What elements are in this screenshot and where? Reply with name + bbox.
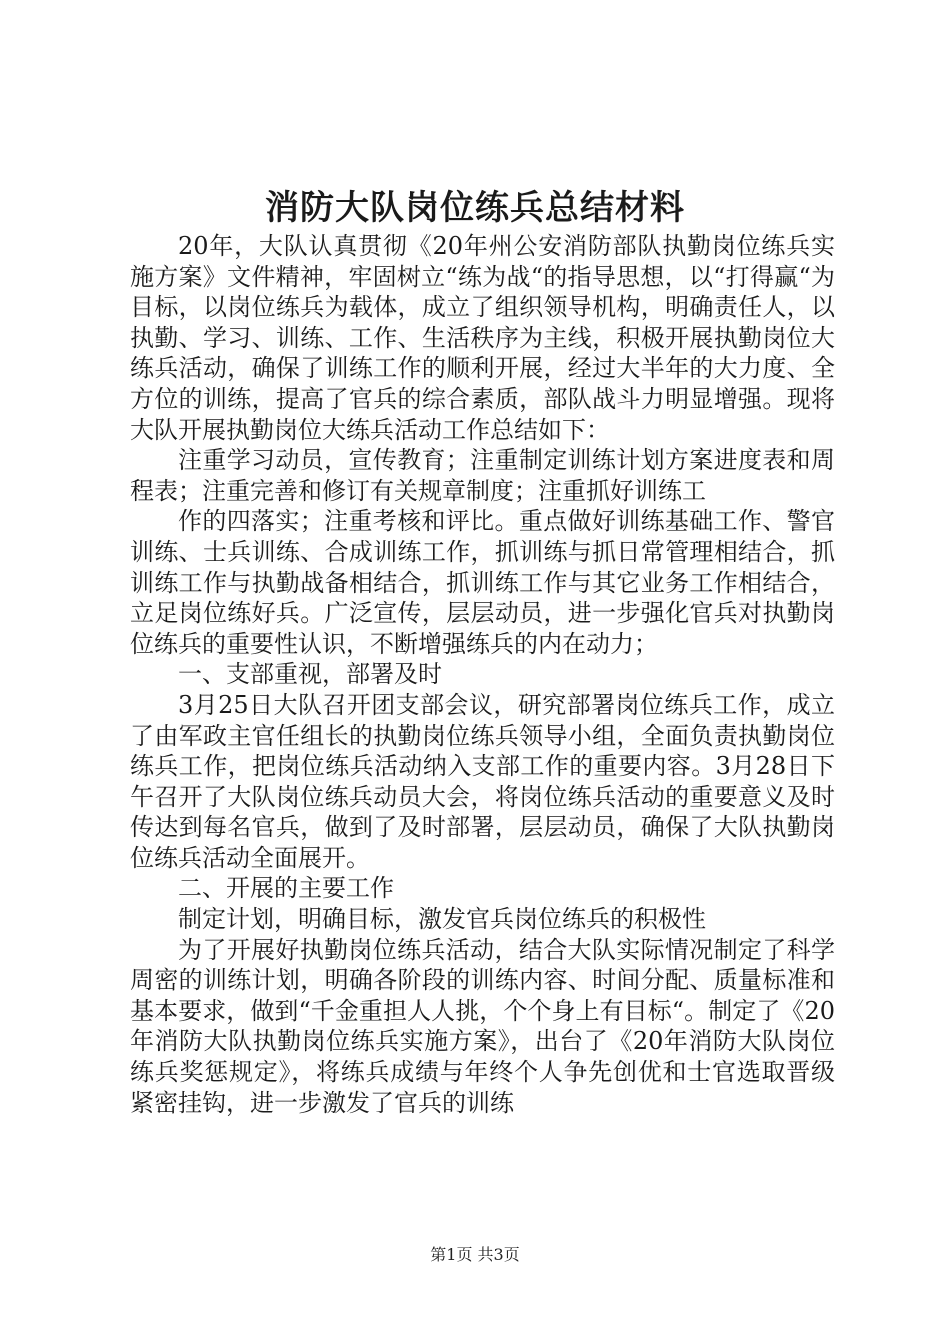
paragraph-planning: 为了开展好执勤岗位练兵活动，结合大队实际情况制定了科学周密的训练计划，明确各阶段的训练内容、时间分配、质量标准和基本要求，做到“千金重担人人挑，个个身上有目标“。制定了《20年消防大队执勤岗位练兵实施方案》，出台了《20年消防大队岗位练兵奖惩规定》，将练兵成绩与年终个人争先创优和士官选取晋级紧密挂钩，进一步激发了官兵的训练: [130, 935, 835, 1117]
section-heading-1: 一、支部重视，部署及时: [178, 660, 442, 689]
page-number-footer: 第1页 共3页: [430, 1245, 520, 1264]
paragraph-deployment: 3月25日大队召开团支部会议，研究部署岗位练兵工作，成立了由军政主官任组长的执勤岗位练兵领导小组，全面负责执勤岗位练兵工作，把岗位练兵活动纳入支部工作的重要内容。3月28日下午召开了大队岗位练兵动员大会，将岗位练兵活动的重要意义及时传达到每名官兵，做到了及时部署，层层动员，确保了大队执勤岗位练兵活动全面展开。: [130, 690, 835, 872]
paragraph-focus-points: 注重学习动员，宣传教育；注重制定训练计划方案进度表和周程表；注重完善和修订有关规章制度；注重抓好训练工: [130, 446, 835, 505]
paragraph-intro: 20年，大队认真贯彻《20年州公安消防部队执勤岗位练兵实施方案》文件精神，牢固树立“练为战“的指导思想，以“打得赢“为目标，以岗位练兵为载体，成立了组织领导机构，明确责任人，以执勤、学习、训练、工作、生活秩序为主线，积极开展执勤岗位大练兵活动，确保了训练工作的顺利开展，经过大半年的大力度、全方位的训练，提高了官兵的综合素质，部队战斗力明显增强。现将大队开展执勤岗位大练兵活动工作总结如下：: [130, 232, 835, 444]
paragraph-four-implementations: 作的四落实；注重考核和评比。重点做好训练基础工作、警官训练、士兵训练、合成训练工作，抓训练与抓日常管理相结合，抓训练工作与执勤战备相结合，抓训练工作与其它业务工作相结合，立足岗位练好兵。广泛宣传，层层动员，进一步强化官兵对执勤岗位练兵的重要性认识，不断增强练兵的内在动力；: [130, 507, 835, 658]
document-body: [130, 231, 835, 1118]
subsection-heading: 制定计划，明确目标，激发官兵岗位练兵的积极性: [178, 905, 706, 934]
section-heading-2: 二、开展的主要工作: [178, 874, 394, 903]
document-title: 消防大队岗位练兵总结材料: [265, 188, 685, 228]
